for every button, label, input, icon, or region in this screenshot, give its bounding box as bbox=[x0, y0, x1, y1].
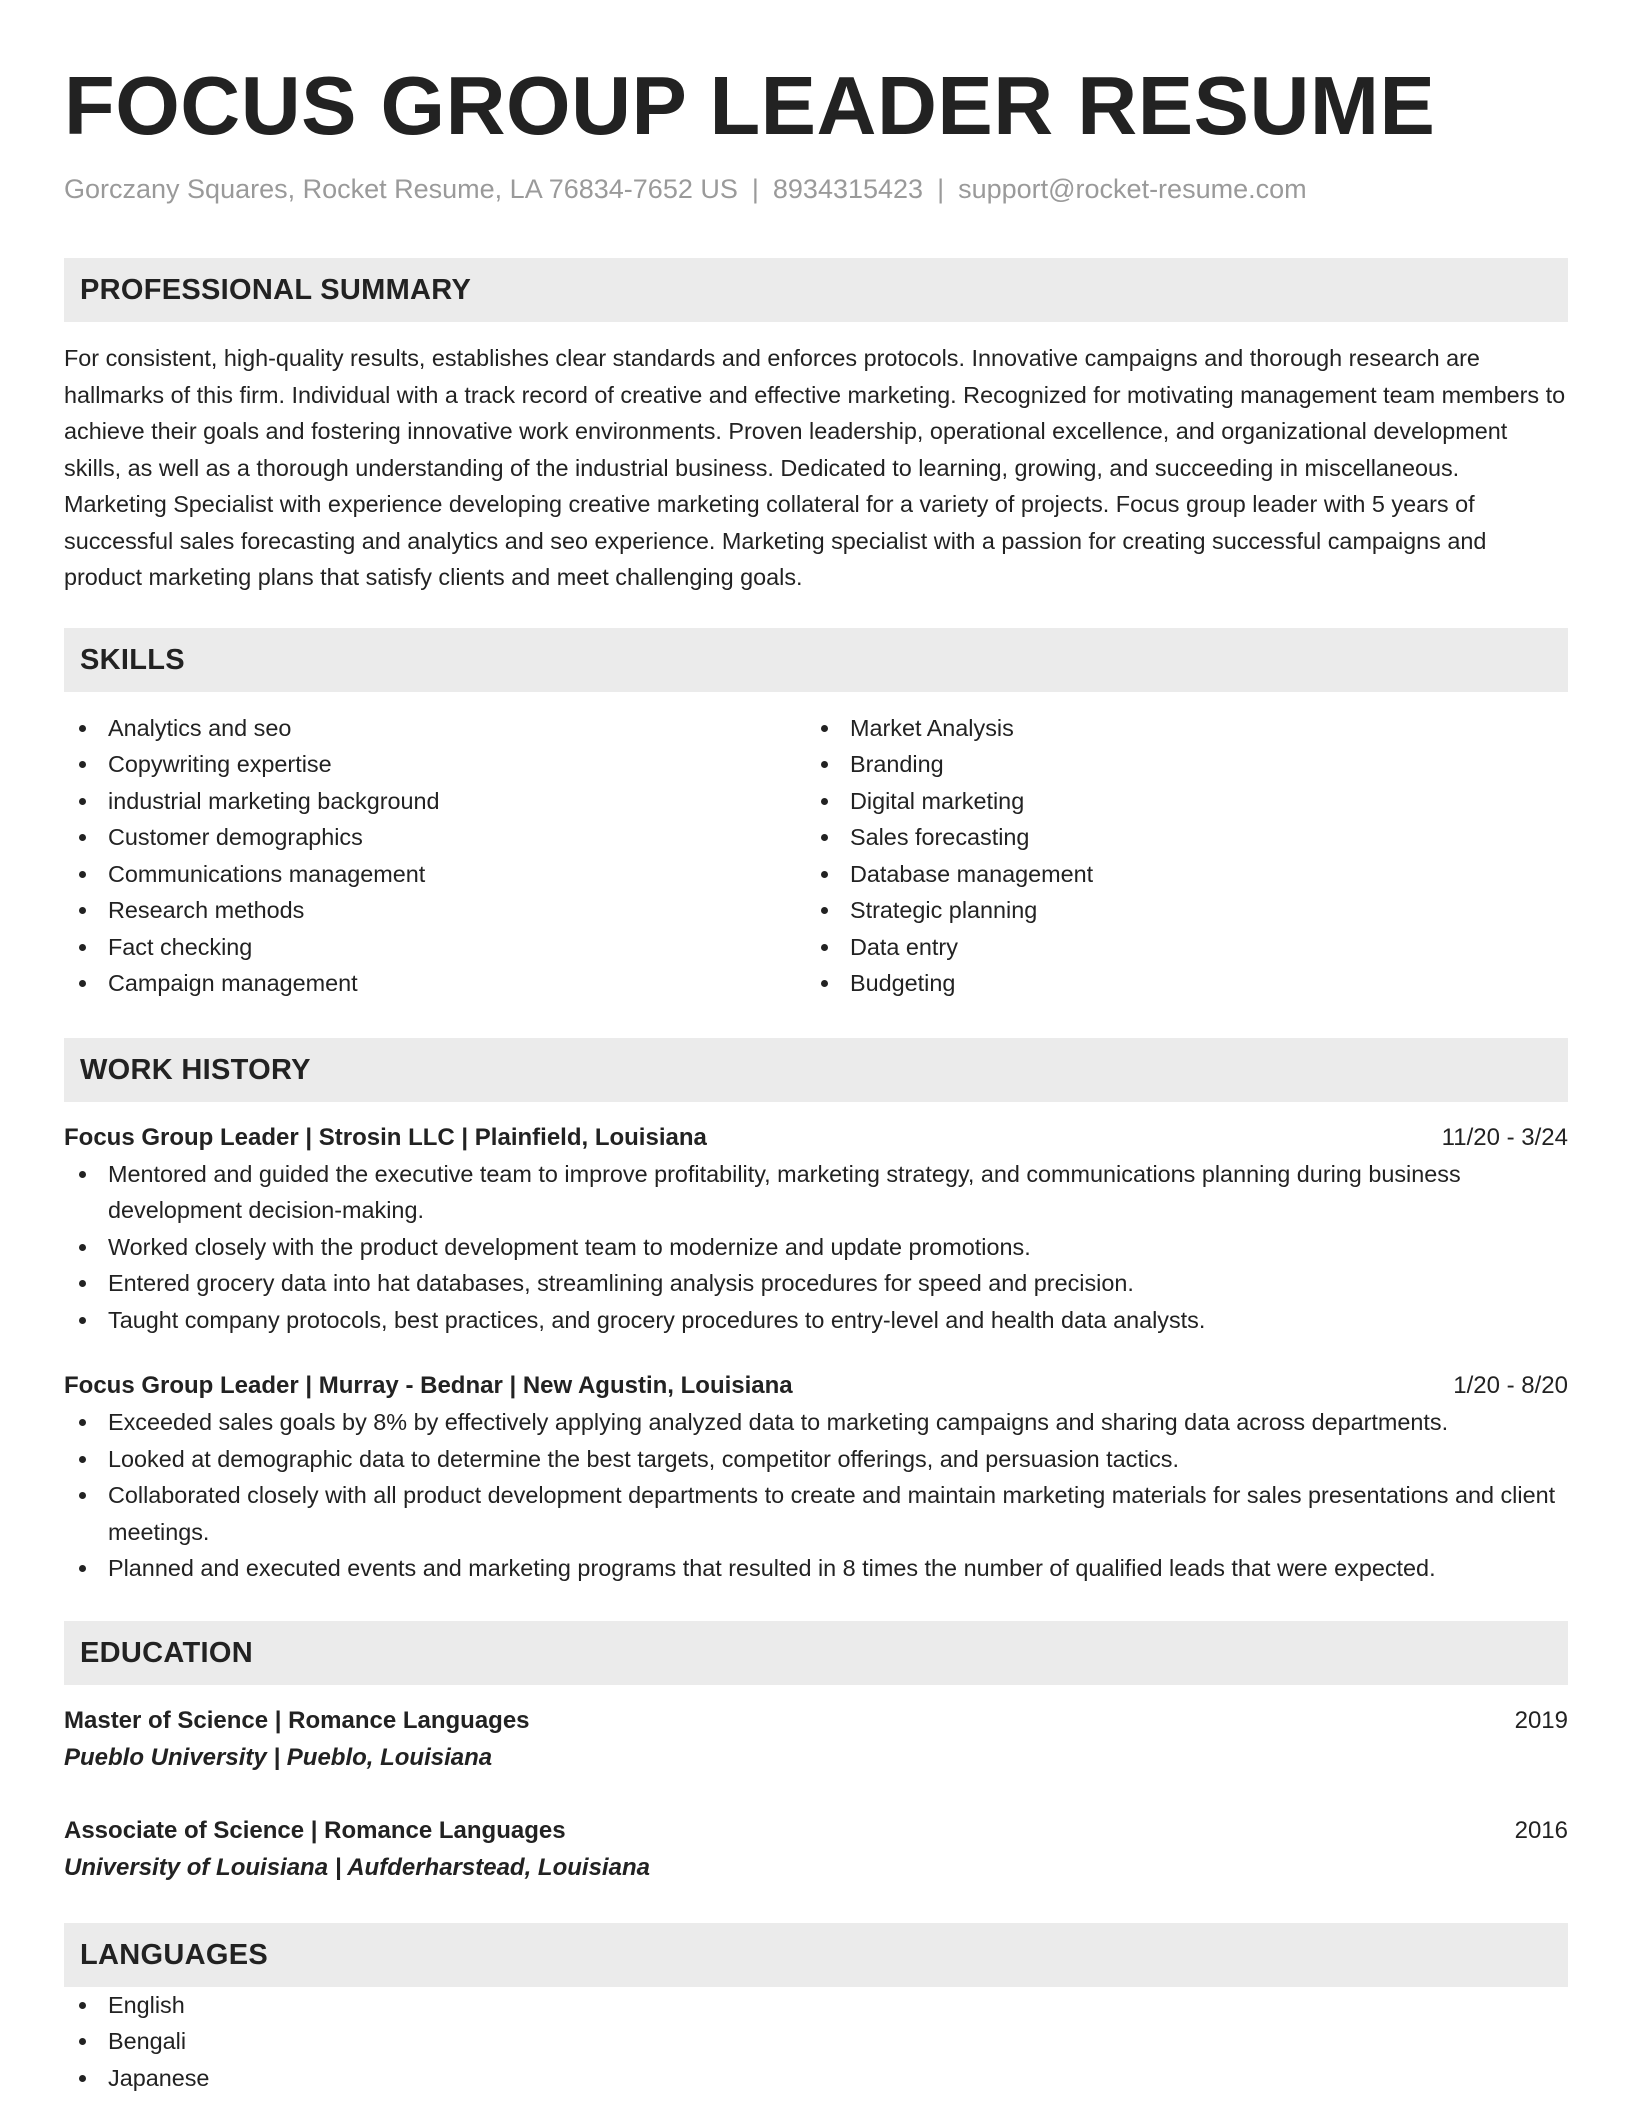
bullet-dot bbox=[79, 2075, 86, 2082]
job-bullet-text: Looked at demographic data to determine the best targets, competitor offerings, and persuasion tactics. bbox=[108, 1445, 1179, 1472]
bullet-dot bbox=[821, 798, 828, 805]
bullet-dot bbox=[821, 944, 828, 951]
skill-label: industrial marketing background bbox=[108, 787, 440, 814]
skills-column-left bbox=[64, 710, 806, 1002]
bullet-dot bbox=[821, 761, 828, 768]
job-header bbox=[64, 1120, 1568, 1156]
job-bullet-text: Worked closely with the product development team to modernize and update promotions. bbox=[108, 1233, 1031, 1260]
skills-column-right bbox=[806, 710, 1548, 1002]
skill-label: Copywriting expertise bbox=[108, 751, 332, 777]
skill-label: Customer demographics bbox=[108, 824, 363, 850]
bullet-dot bbox=[79, 1492, 86, 1499]
skill-label: Communications management bbox=[108, 860, 426, 887]
contact-line bbox=[64, 172, 1568, 206]
skill-label: Fact checking bbox=[108, 933, 253, 960]
skill-item bbox=[806, 965, 1548, 1002]
skill-item bbox=[64, 710, 806, 747]
bullet-dot bbox=[79, 1244, 86, 1251]
bullet-dot bbox=[821, 907, 828, 914]
bullet-dot bbox=[79, 725, 86, 732]
education-header bbox=[64, 1813, 1568, 1849]
job-header bbox=[64, 1368, 1568, 1404]
summary-text: For consistent, high-quality results, establishes clear standards and enforces protocols. Innovative campaigns and thorough research are hallmarks of this firm. Individual with a track record of creative and effective marketing. Recognized for motivating management team members to achieve their goals and fostering innovative work environments. Proven leadership, operational excellence, and organizational development skills, as well as a thorough understanding of the industrial business. Dedicated to learning, growing, and succeeding in miscellaneous. Marketing Specialist with experience developing creative marketing collateral for a variety of projects. Focus group leader with 5 years of successful sales forecasting and analytics and seo experience. Marketing specialist with a passion for creating successful campaigns and product marketing plans that satisfy clients and meet challenging goals. bbox=[64, 345, 1566, 590]
bullet-dot bbox=[79, 944, 86, 951]
skill-item bbox=[64, 929, 806, 966]
job-bullet-text: Entered grocery data into hat databases, streamlining analysis procedures for speed and precision. bbox=[108, 1270, 1134, 1296]
bullet-dot bbox=[79, 2038, 86, 2045]
job-bullet bbox=[64, 1477, 1568, 1550]
bullet-dot bbox=[79, 1280, 86, 1287]
language-item bbox=[64, 2023, 1568, 2060]
education-school: University of Louisiana | Aufderharstead, Louisiana bbox=[64, 1853, 650, 1881]
education-year: 2016 bbox=[1514, 1816, 1568, 1844]
bullet-dot bbox=[79, 1171, 86, 1178]
job-bullet-text: Collaborated closely with all product development departments to create and maintain marketing materials for sales presentations and client meetings. bbox=[108, 1482, 1556, 1545]
bullet-dot bbox=[79, 980, 86, 987]
job-bullets bbox=[64, 1404, 1568, 1587]
bullet-dot bbox=[79, 761, 86, 768]
bullet-dot bbox=[79, 798, 86, 805]
job-bullet bbox=[64, 1265, 1568, 1302]
bullet-dot bbox=[79, 1317, 86, 1324]
language-label: English bbox=[108, 1991, 185, 2018]
skill-item bbox=[806, 710, 1548, 747]
job-bullet bbox=[64, 1156, 1568, 1229]
bullet-dot bbox=[79, 871, 86, 878]
skill-label: Research methods bbox=[108, 897, 305, 923]
bullet-dot bbox=[821, 834, 828, 841]
skills-grid bbox=[64, 710, 1568, 1002]
skill-label: Data entry bbox=[850, 933, 958, 960]
skill-label: Branding bbox=[850, 751, 944, 777]
job-bullet-text: Taught company protocols, best practices, and grocery procedures to entry-level and health data analysts. bbox=[108, 1306, 1206, 1333]
bullet-dot bbox=[821, 871, 828, 878]
skill-item bbox=[64, 746, 806, 783]
job-bullet bbox=[64, 1302, 1568, 1339]
skill-label: Strategic planning bbox=[850, 897, 1038, 923]
job-bullet bbox=[64, 1550, 1568, 1587]
section-heading-summary: PROFESSIONAL SUMMARY bbox=[64, 258, 1568, 322]
job-bullet bbox=[64, 1441, 1568, 1478]
contact-separator: | bbox=[751, 174, 759, 204]
language-label: Japanese bbox=[108, 2064, 210, 2091]
skill-item bbox=[806, 929, 1548, 966]
skill-label: Database management bbox=[850, 860, 1094, 887]
section-heading-languages: LANGUAGES bbox=[64, 1923, 1568, 1987]
languages-list bbox=[64, 1987, 1568, 2097]
job-bullet bbox=[64, 1229, 1568, 1266]
education-year: 2019 bbox=[1514, 1706, 1568, 1734]
education-school: Pueblo University | Pueblo, Louisiana bbox=[64, 1743, 493, 1771]
skill-label: Market Analysis bbox=[850, 714, 1014, 741]
education-degree: Associate of Science | Romance Languages bbox=[64, 1816, 566, 1844]
skill-item bbox=[806, 746, 1548, 783]
job-dates: 1/20 - 8/20 bbox=[1453, 1372, 1568, 1399]
bullet-dot bbox=[821, 725, 828, 732]
job-title: Focus Group Leader | Murray - Bednar | New Agustin, Louisiana bbox=[64, 1372, 793, 1399]
skill-item bbox=[64, 892, 806, 929]
language-label: Bengali bbox=[108, 2028, 187, 2054]
skill-label: Campaign management bbox=[108, 970, 358, 996]
bullet-dot bbox=[79, 1565, 86, 1572]
skill-item bbox=[806, 783, 1548, 820]
language-item bbox=[64, 1987, 1568, 2024]
education-header bbox=[64, 1703, 1568, 1739]
contact-phone: 8934315423 bbox=[772, 174, 924, 204]
bullet-dot bbox=[821, 980, 828, 987]
resume-title: FOCUS GROUP LEADER RESUME bbox=[64, 59, 1436, 152]
skill-label: Sales forecasting bbox=[850, 824, 1030, 850]
job-bullet-text: Planned and executed events and marketing programs that resulted in 8 times the number of qualified leads that were expected. bbox=[108, 1555, 1436, 1581]
bullet-dot bbox=[79, 1419, 86, 1426]
contact-separator: | bbox=[937, 174, 945, 204]
job-bullet-text: Mentored and guided the executive team to improve profitability, marketing strategy, and communications planning during business development decision-making. bbox=[108, 1160, 1461, 1223]
bullet-dot bbox=[79, 2002, 86, 2009]
language-item bbox=[64, 2060, 1568, 2097]
job-bullet-text: Exceeded sales goals by 8% by effectively applying analyzed data to marketing campaigns and sharing data across departments. bbox=[108, 1409, 1449, 1435]
job-title: Focus Group Leader | Strosin LLC | Plainfield, Louisiana bbox=[64, 1123, 707, 1151]
bullet-dot bbox=[79, 907, 86, 914]
bullet-dot bbox=[79, 1456, 86, 1463]
contact-address: Gorczany Squares, Rocket Resume, LA 76834-7652 US bbox=[64, 174, 738, 204]
job-bullets bbox=[64, 1156, 1568, 1339]
skill-item bbox=[806, 892, 1548, 929]
section-heading-work-history: WORK HISTORY bbox=[64, 1038, 1568, 1102]
skill-item bbox=[64, 965, 806, 1002]
contact-email: support@rocket-resume.com bbox=[958, 174, 1307, 204]
section-heading-education: EDUCATION bbox=[64, 1621, 1568, 1685]
section-heading-skills: SKILLS bbox=[64, 628, 1568, 692]
job-bullet bbox=[64, 1404, 1568, 1441]
skill-item bbox=[806, 819, 1548, 856]
bullet-dot bbox=[79, 834, 86, 841]
education-degree: Master of Science | Romance Languages bbox=[64, 1706, 530, 1734]
job-dates: 11/20 - 3/24 bbox=[1441, 1123, 1568, 1151]
skill-item bbox=[64, 783, 806, 820]
skill-item bbox=[806, 856, 1548, 893]
skill-label: Budgeting bbox=[850, 970, 956, 996]
skill-label: Analytics and seo bbox=[108, 714, 292, 741]
skill-item bbox=[64, 819, 806, 856]
skill-item bbox=[64, 856, 806, 893]
skill-label: Digital marketing bbox=[850, 787, 1025, 814]
